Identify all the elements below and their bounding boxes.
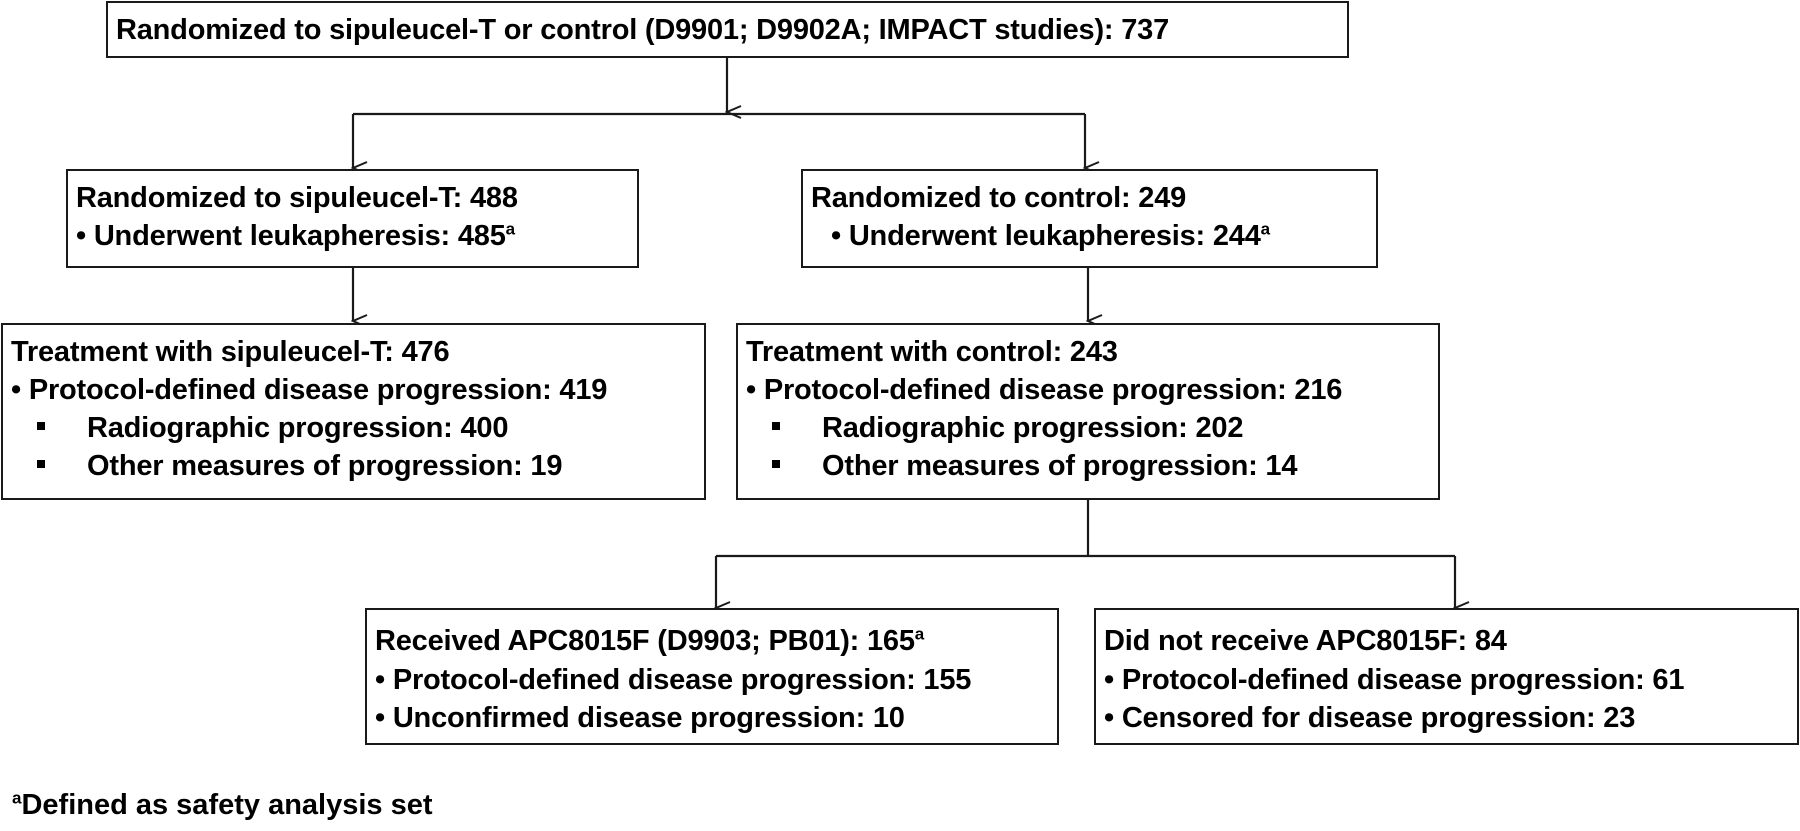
not-received-apc-progression-line xyxy=(1104,661,1684,699)
square-bullet-icon xyxy=(772,422,780,430)
square-bullet-icon xyxy=(37,460,45,468)
bullet-icon: • xyxy=(11,374,21,406)
received-apc-title xyxy=(375,622,924,660)
control-leukapheresis-line xyxy=(831,217,1270,255)
sipuleucel-leukapheresis-line xyxy=(76,217,515,255)
control-other-text: Other measures of progression: 14 xyxy=(822,450,1298,482)
control-treatment-title: Treatment with control: 243 xyxy=(746,336,1118,368)
sipuleucel-radiographic-text: Radiographic progression: 400 xyxy=(87,412,509,444)
sipuleucel-treatment-box xyxy=(1,323,706,500)
control-radiographic-text: Radiographic progression: 202 xyxy=(822,412,1244,444)
square-bullet-icon xyxy=(37,422,45,430)
bullet-icon: • xyxy=(1104,664,1114,696)
not-received-apc-box xyxy=(1094,608,1799,745)
sipuleucel-progression-text: Protocol-defined disease progression: 419 xyxy=(28,374,608,406)
sipuleucel-treatment-title: Treatment with sipuleucel-T: 476 xyxy=(11,336,450,368)
received-apc-box xyxy=(365,608,1059,745)
footnote-marker: a xyxy=(505,219,515,239)
sipuleucel-radiographic-line xyxy=(27,409,508,447)
control-progression-text: Protocol-defined disease progression: 216 xyxy=(763,374,1343,406)
not-received-apc-title: Did not receive APC8015F: 84 xyxy=(1104,625,1507,657)
sipuleucel-other-text: Other measures of progression: 19 xyxy=(87,450,563,482)
not-received-apc-progression-text: Protocol-defined disease progression: 61 xyxy=(1121,664,1685,696)
received-apc-progression-text: Protocol-defined disease progression: 155 xyxy=(392,664,972,696)
control-progression-line xyxy=(746,371,1342,409)
control-radiographic-line xyxy=(762,409,1243,447)
root-node-text: Randomized to sipuleucel-T or control (D9901; D9902A; IMPACT studies): 737 xyxy=(116,14,1170,46)
control-other-line xyxy=(762,447,1297,485)
control-leukapheresis-text: Underwent leukapheresis: 244 xyxy=(848,220,1261,252)
bullet-icon: • xyxy=(76,220,86,252)
control-randomized-box xyxy=(801,169,1378,268)
not-received-apc-censored-line xyxy=(1104,699,1635,737)
bullet-icon: • xyxy=(375,702,385,734)
footnote-marker: a xyxy=(12,788,22,808)
bullet-icon: • xyxy=(375,664,385,696)
square-bullet-icon xyxy=(772,460,780,468)
received-apc-title-text: Received APC8015F (D9903; PB01): 165 xyxy=(375,625,915,657)
received-apc-unconfirmed-line xyxy=(375,699,905,737)
not-received-apc-censored-text: Censored for disease progression: 23 xyxy=(1121,702,1636,734)
bullet-icon: • xyxy=(1104,702,1114,734)
footnote xyxy=(12,787,433,823)
footnote-text: Defined as safety analysis set xyxy=(21,789,433,821)
bullet-icon: • xyxy=(746,374,756,406)
footnote-marker: a xyxy=(1260,219,1270,239)
control-treatment-box xyxy=(736,323,1440,500)
sipuleucel-randomized-box xyxy=(66,169,639,268)
root-node-box xyxy=(106,1,1349,58)
sipuleucel-progression-line xyxy=(11,371,607,409)
received-apc-progression-line xyxy=(375,661,971,699)
bullet-icon: • xyxy=(831,220,841,252)
received-apc-unconfirmed-text: Unconfirmed disease progression: 10 xyxy=(392,702,905,734)
footnote-marker: a xyxy=(914,624,925,644)
sipuleucel-randomized-title: Randomized to sipuleucel-T: 488 xyxy=(76,182,518,214)
sipuleucel-other-line xyxy=(27,447,562,485)
control-randomized-title: Randomized to control: 249 xyxy=(811,182,1187,214)
sipuleucel-leukapheresis-text: Underwent leukapheresis: 485 xyxy=(93,220,506,252)
